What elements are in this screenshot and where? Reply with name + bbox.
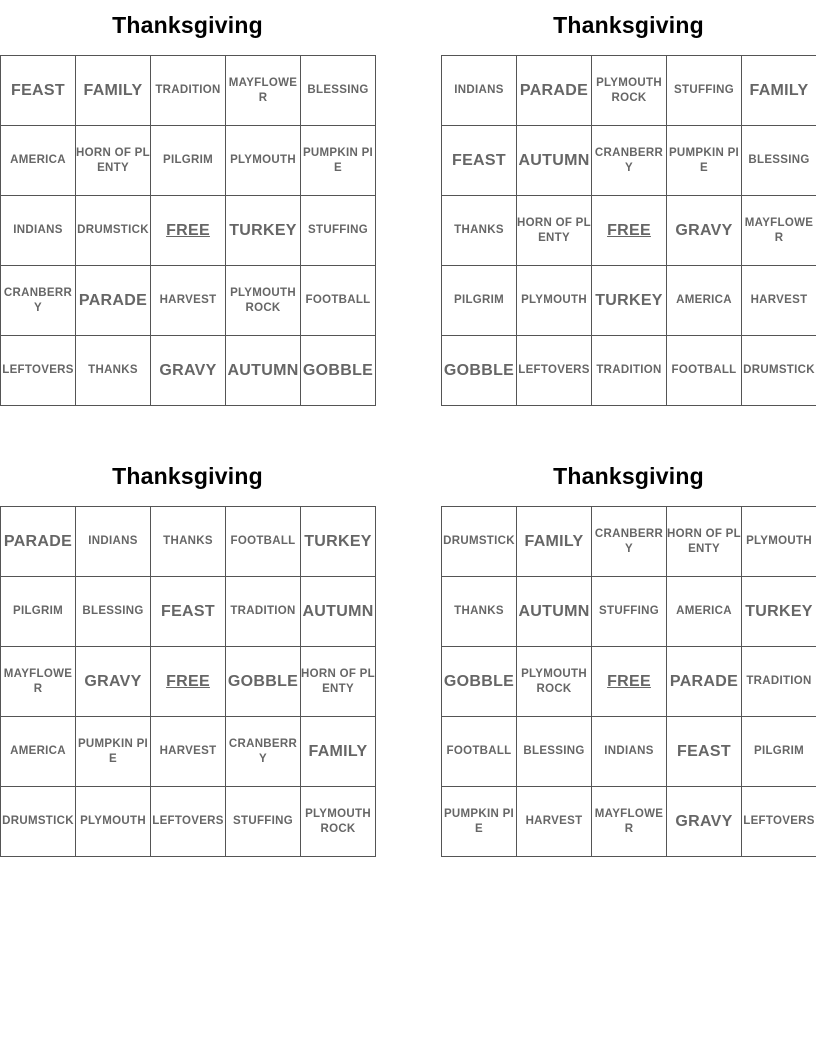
grid-cell: INDIANS: [1, 196, 76, 266]
grid-cell: FEAST: [1, 56, 76, 126]
grid-cell: TURKEY: [742, 577, 816, 647]
grid-cell: HARVEST: [151, 266, 226, 336]
grid-row: [442, 126, 816, 196]
grid-cell: TURKEY: [592, 266, 667, 336]
grid-row: [1, 196, 376, 266]
grid-cell: AMERICA: [667, 577, 742, 647]
grid-cell: MAYFLOWER: [742, 196, 816, 266]
grid-cell: HORN OF PLENTY: [667, 507, 742, 577]
grid-cell: THANKS: [442, 196, 517, 266]
grid-cell: GRAVY: [667, 787, 742, 857]
grid-cell: PLYMOUTH ROCK: [226, 266, 301, 336]
card-title: Thanksgiving: [112, 463, 263, 489]
grid-cell: GRAVY: [151, 336, 226, 406]
grid-cell: PUMPKIN PIE: [442, 787, 517, 857]
grid-row: [442, 56, 816, 126]
grid-cell: PLYMOUTH: [742, 507, 816, 577]
grid-cell: MAYFLOWER: [1, 647, 76, 717]
grid-cell: TRADITION: [226, 577, 301, 647]
grid-cell: PUMPKIN PIE: [301, 126, 376, 196]
grid-cell: GOBBLE: [301, 336, 376, 406]
grid-cell: HORN OF PLENTY: [76, 126, 151, 196]
grid-cell: FEAST: [442, 126, 517, 196]
grid-cell: PARADE: [667, 647, 742, 717]
grid-cell: FEAST: [667, 717, 742, 787]
grid-cell: DRUMSTICK: [742, 336, 816, 406]
grid-cell: AUTUMN: [226, 336, 301, 406]
grid-cell: STUFFING: [226, 787, 301, 857]
grid-cell: FOOTBALL: [226, 507, 301, 577]
grid-row: [442, 577, 816, 647]
grid-cell: AMERICA: [1, 126, 76, 196]
grid-cell: LEFTOVERS: [151, 787, 226, 857]
grid-cell: THANKS: [76, 336, 151, 406]
grid-cell: THANKS: [151, 507, 226, 577]
grid-cell: DRUMSTICK: [1, 787, 76, 857]
grid-cell: PLYMOUTH: [76, 787, 151, 857]
card-title: Thanksgiving: [112, 12, 263, 38]
grid-cell: PLYMOUTH: [517, 266, 592, 336]
grid-cell: STUFFING: [667, 56, 742, 126]
grid-cell: AUTUMN: [517, 126, 592, 196]
grid-cell: LEFTOVERS: [742, 787, 816, 857]
free-cell: FREE: [151, 196, 226, 266]
grid-cell: MAYFLOWER: [226, 56, 301, 126]
grid-cell: BLESSING: [301, 56, 376, 126]
bingo-grid: [0, 55, 376, 406]
grid-row: [1, 787, 376, 857]
card-title: Thanksgiving: [553, 463, 704, 489]
grid-cell: TRADITION: [742, 647, 816, 717]
grid-row: [1, 577, 376, 647]
grid-cell: FOOTBALL: [667, 336, 742, 406]
grid-row: [442, 787, 816, 857]
bingo-grid: [441, 506, 816, 857]
grid-cell: PLYMOUTH ROCK: [592, 56, 667, 126]
grid-cell: INDIANS: [442, 56, 517, 126]
grid-cell: THANKS: [442, 577, 517, 647]
grid-cell: BLESSING: [517, 717, 592, 787]
grid-cell: INDIANS: [76, 507, 151, 577]
grid-cell: GOBBLE: [226, 647, 301, 717]
grid-cell: BLESSING: [742, 126, 816, 196]
grid-cell: PILGRIM: [151, 126, 226, 196]
grid-cell: HARVEST: [742, 266, 816, 336]
free-cell: FREE: [592, 196, 667, 266]
grid-cell: FOOTBALL: [301, 266, 376, 336]
grid-row: [442, 196, 816, 266]
grid-cell: FAMILY: [76, 56, 151, 126]
grid-cell: LEFTOVERS: [1, 336, 76, 406]
grid-cell: GOBBLE: [442, 647, 517, 717]
grid-cell: INDIANS: [592, 717, 667, 787]
free-cell: FREE: [592, 647, 667, 717]
grid-cell: PUMPKIN PIE: [76, 717, 151, 787]
card-title: Thanksgiving: [553, 12, 704, 38]
grid-cell: DRUMSTICK: [76, 196, 151, 266]
grid-cell: AMERICA: [1, 717, 76, 787]
grid-cell: GOBBLE: [442, 336, 517, 406]
grid-cell: TRADITION: [592, 336, 667, 406]
bingo-grid: [0, 506, 376, 857]
grid-cell: PARADE: [1, 507, 76, 577]
grid-row: [1, 56, 376, 126]
grid-cell: PILGRIM: [1, 577, 76, 647]
grid-cell: GRAVY: [667, 196, 742, 266]
grid-row: [442, 717, 816, 787]
grid-cell: TURKEY: [301, 507, 376, 577]
grid-row: [442, 647, 816, 717]
grid-cell: CRANBERRY: [1, 266, 76, 336]
grid-row: [1, 507, 376, 577]
grid-cell: MAYFLOWER: [592, 787, 667, 857]
grid-cell: PARADE: [517, 56, 592, 126]
grid-cell: FAMILY: [301, 717, 376, 787]
grid-cell: CRANBERRY: [592, 507, 667, 577]
grid-row: [1, 126, 376, 196]
grid-row: [442, 266, 816, 336]
grid-cell: STUFFING: [592, 577, 667, 647]
grid-row: [1, 266, 376, 336]
grid-row: [1, 647, 376, 717]
grid-cell: FEAST: [151, 577, 226, 647]
bingo-grid: [441, 55, 816, 406]
grid-cell: DRUMSTICK: [442, 507, 517, 577]
grid-row: [442, 507, 816, 577]
grid-cell: HARVEST: [151, 717, 226, 787]
grid-cell: FAMILY: [517, 507, 592, 577]
grid-cell: PILGRIM: [442, 266, 517, 336]
grid-cell: FAMILY: [742, 56, 816, 126]
grid-cell: TRADITION: [151, 56, 226, 126]
grid-cell: HORN OF PLENTY: [517, 196, 592, 266]
grid-cell: AMERICA: [667, 266, 742, 336]
grid-cell: PLYMOUTH ROCK: [517, 647, 592, 717]
grid-cell: BLESSING: [76, 577, 151, 647]
grid-cell: LEFTOVERS: [517, 336, 592, 406]
grid-cell: PUMPKIN PIE: [667, 126, 742, 196]
grid-cell: PARADE: [76, 266, 151, 336]
grid-cell: HARVEST: [517, 787, 592, 857]
grid-cell: TURKEY: [226, 196, 301, 266]
grid-cell: PLYMOUTH ROCK: [301, 787, 376, 857]
grid-cell: FOOTBALL: [442, 717, 517, 787]
grid-cell: AUTUMN: [301, 577, 376, 647]
grid-cell: PLYMOUTH: [226, 126, 301, 196]
grid-cell: CRANBERRY: [592, 126, 667, 196]
grid-row: [1, 336, 376, 406]
grid-row: [1, 717, 376, 787]
free-cell: FREE: [151, 647, 226, 717]
grid-row: [442, 336, 816, 406]
grid-cell: GRAVY: [76, 647, 151, 717]
grid-cell: PILGRIM: [742, 717, 816, 787]
grid-cell: STUFFING: [301, 196, 376, 266]
grid-cell: AUTUMN: [517, 577, 592, 647]
grid-cell: HORN OF PLENTY: [301, 647, 376, 717]
grid-cell: CRANBERRY: [226, 717, 301, 787]
